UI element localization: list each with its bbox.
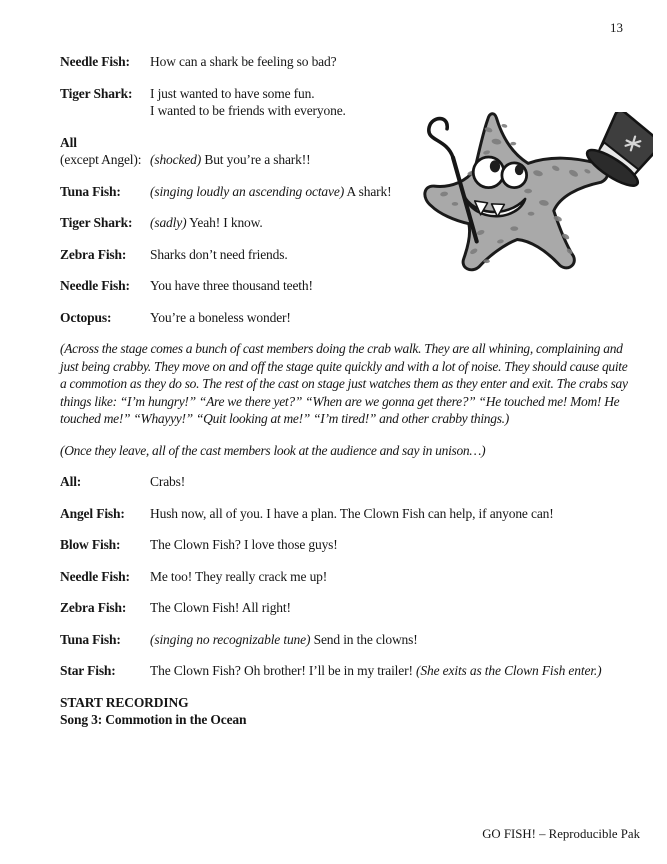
speaker-name-line: Tiger Shark: bbox=[60, 215, 133, 230]
dialogue-segment: Me too! They really crack me up! bbox=[150, 568, 328, 584]
dialogue-text bbox=[150, 631, 631, 649]
speaker-name-line: Needle Fish: bbox=[60, 568, 130, 584]
dialogue-line bbox=[60, 309, 631, 327]
speaker-name bbox=[60, 277, 150, 295]
dialogue-text-line bbox=[150, 631, 631, 649]
dialogue-text bbox=[150, 662, 631, 680]
speaker-name bbox=[60, 505, 150, 523]
dialogue-line bbox=[60, 53, 631, 71]
stage-cue-inline: (shocked) bbox=[150, 152, 202, 167]
speaker-name-line: Octopus: bbox=[60, 309, 112, 325]
recording-heading bbox=[60, 694, 631, 729]
speaker-name-line: Tuna Fish: bbox=[60, 183, 121, 199]
page-number: 13 bbox=[610, 20, 623, 35]
dialogue-segment: A shark! bbox=[344, 183, 392, 199]
footer-text: GO FISH! – Reproducible Pak bbox=[482, 827, 640, 841]
dialogue-line bbox=[60, 631, 631, 649]
starfish-body bbox=[425, 114, 608, 270]
dialogue-text-line bbox=[150, 85, 631, 103]
dialogue-segment: The Clown Fish! All right! bbox=[150, 600, 291, 615]
speaker-name bbox=[60, 473, 150, 491]
speaker-name-line: Zebra Fish: bbox=[60, 600, 127, 615]
dialogue-text-line bbox=[150, 536, 631, 554]
dialogue-text bbox=[150, 277, 631, 295]
speaker-name-line: Tuna Fish: bbox=[60, 631, 121, 647]
stage-cue-inline: (She exits as the Clown Fish enter.) bbox=[416, 663, 602, 678]
speaker-name bbox=[60, 246, 150, 264]
dialogue-text bbox=[150, 309, 631, 327]
speaker-name bbox=[60, 53, 150, 71]
speaker-name-line: Needle Fish: bbox=[60, 54, 130, 69]
dialogue-segment: Sharks don’t need friends. bbox=[150, 246, 288, 262]
speaker-name bbox=[60, 85, 150, 120]
recording-heading-line: START RECORDING bbox=[60, 694, 189, 710]
speaker-name bbox=[60, 662, 150, 680]
speaker-name bbox=[60, 631, 150, 649]
dialogue-text bbox=[150, 568, 631, 586]
speaker-name-line: Blow Fish: bbox=[60, 537, 121, 552]
dialogue-segment: Crabs! bbox=[150, 474, 186, 489]
dialogue-segment: Hush now, all of you. I have a plan. The Clown Fish can help, if anyone can! bbox=[150, 505, 554, 521]
stage-direction: (Once they leave, all of the cast members look at the audience and say in unison…) bbox=[60, 442, 486, 458]
speaker-name-line: Tiger Shark: bbox=[60, 85, 133, 101]
dialogue-segment: The Clown Fish? Oh brother! I’ll be in my trailer! bbox=[150, 663, 417, 678]
dialogue-segment: But you’re a shark!! bbox=[201, 152, 311, 167]
dialogue-text bbox=[150, 473, 631, 491]
dialogue-text bbox=[150, 505, 631, 523]
recording-heading-line: Song 3: Commotion in the Ocean bbox=[60, 712, 247, 727]
speaker-name bbox=[60, 599, 150, 617]
stage-cue-inline: (sadly) bbox=[150, 215, 187, 230]
dialogue-line bbox=[60, 277, 631, 295]
dialogue-line bbox=[60, 536, 631, 554]
speaker-name-line: Needle Fish: bbox=[60, 278, 130, 293]
speaker-name bbox=[60, 134, 150, 169]
stage-cue-inline: (singing loudly an ascending octave) bbox=[150, 183, 345, 199]
dialogue-text-line bbox=[150, 309, 631, 327]
dialogue-segment: I just wanted to have some fun. bbox=[150, 85, 315, 101]
dialogue-text-line bbox=[150, 662, 631, 680]
dialogue-segment: How can a shark be feeling so bad? bbox=[150, 54, 337, 69]
dialogue-text-line bbox=[150, 53, 631, 71]
speaker-name bbox=[60, 183, 150, 201]
stage-cue-inline: (singing no recognizable tune) bbox=[150, 631, 311, 647]
dialogue-text-line bbox=[150, 277, 631, 295]
speaker-name-line: Angel Fish: bbox=[60, 505, 125, 521]
starfish-illustration bbox=[418, 112, 653, 278]
dialogue-segment: Yeah! I know. bbox=[186, 215, 263, 230]
speaker-name bbox=[60, 214, 150, 232]
speaker-name bbox=[60, 536, 150, 554]
speaker-name bbox=[60, 568, 150, 586]
speaker-name-line: All bbox=[60, 134, 77, 150]
dialogue-text bbox=[150, 599, 631, 617]
dialogue-segment: Send in the clowns! bbox=[310, 631, 418, 647]
dialogue-text-line bbox=[150, 473, 631, 491]
dialogue-segment: You have three thousand teeth! bbox=[150, 278, 313, 293]
speaker-name-line: (except Angel): bbox=[60, 152, 142, 167]
dialogue-text-line bbox=[150, 568, 631, 586]
dialogue-text-line bbox=[150, 505, 631, 523]
stage-direction: (Across the stage comes a bunch of cast members doing the crab walk. They are all whining, complaining and just being crabby. They move on and off the stage quite quickly and with a lot of noise. They should cause quite a commotion as they do so. The rest of the cast on stage just watches them as they enter and exit. The crabs say things like: “I’m hungry!” “Are we there yet?” “When are we gonna get there?” “He touched me! Mom! He touched me!” “Whayyy!” “Quit looking at me!” “I’m tired!” and other crabby things.) bbox=[60, 341, 628, 426]
dialogue-line bbox=[60, 568, 631, 586]
dialogue-line bbox=[60, 662, 631, 680]
dialogue-text bbox=[150, 53, 631, 71]
dialogue-text-line bbox=[150, 599, 631, 617]
dialogue-segment: You’re a boneless wonder! bbox=[150, 309, 291, 325]
dialogue-line bbox=[60, 599, 631, 617]
dialogue-line bbox=[60, 473, 631, 491]
dialogue-segment: I wanted to be friends with everyone. bbox=[150, 103, 346, 118]
dialogue-segment: The Clown Fish? I love those guys! bbox=[150, 537, 338, 552]
speaker-name-line: Star Fish: bbox=[60, 663, 116, 678]
speaker-name-line: All: bbox=[60, 474, 82, 489]
dialogue-text bbox=[150, 536, 631, 554]
speaker-name bbox=[60, 309, 150, 327]
dialogue-line bbox=[60, 505, 631, 523]
speaker-name-line: Zebra Fish: bbox=[60, 246, 127, 262]
